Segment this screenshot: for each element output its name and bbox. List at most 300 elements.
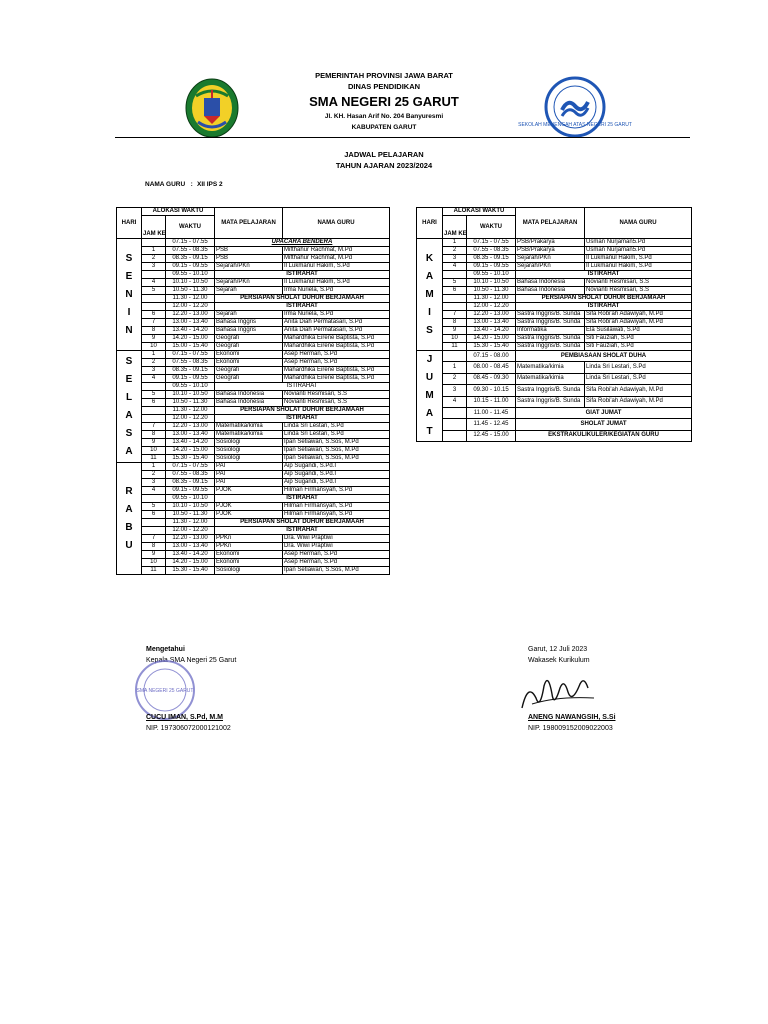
teacher-cell: Il Lukmanul Hakim, S.Pd xyxy=(585,263,692,271)
teacher-cell: Novianti Resmisari, S.S xyxy=(585,287,692,295)
jam-ke-cell: 9 xyxy=(443,327,467,335)
col-waktu: WAKTU xyxy=(166,216,215,239)
jam-ke-cell: 9 xyxy=(142,551,166,559)
table-row xyxy=(417,247,692,255)
waktu-cell: 15.30 - 15.40 xyxy=(166,567,215,575)
waktu-cell: 10.50 - 11.30 xyxy=(166,287,215,295)
table-row xyxy=(117,295,390,303)
table-row xyxy=(117,279,390,287)
table-row xyxy=(417,385,692,396)
teacher-cell: Ela Susilawati, S.Pd xyxy=(585,327,692,335)
subject-cell: Sosiologi xyxy=(215,447,283,455)
table-row xyxy=(417,263,692,271)
teacher-cell: Asep Herman, S.Pd xyxy=(283,559,390,567)
table-row xyxy=(117,471,390,479)
activity-cell: ISTIRAHAT xyxy=(215,271,390,279)
waktu-cell: 14.20 - 15.00 xyxy=(166,335,215,343)
table-row xyxy=(417,430,692,441)
teacher-cell: Irma Nuriela, S.Pd xyxy=(283,287,390,295)
teacher-cell: Ipan Setiawan, S.Sos, M.Pd xyxy=(283,567,390,575)
day-letter: J xyxy=(426,354,433,365)
table-row xyxy=(417,327,692,335)
table-row xyxy=(117,407,390,415)
subject-cell: Bahasa Indonesia xyxy=(516,279,585,287)
subject-cell: Ekonomi xyxy=(215,351,283,359)
waktu-cell: 08.35 - 09.15 xyxy=(166,367,215,375)
activity-cell: UPACARA BENDERA xyxy=(215,239,390,247)
jam-ke-cell: 8 xyxy=(443,319,467,327)
jam-ke-cell: 2 xyxy=(142,255,166,263)
table-row xyxy=(417,295,692,303)
subject-cell: PAI xyxy=(215,479,283,487)
sig-right-title: Wakasek Kurikulum xyxy=(528,657,590,664)
teacher-cell: Mahardhika Eirene Baptista, S.Pd xyxy=(283,343,390,351)
school-stamp xyxy=(133,658,197,722)
subject-cell: Bahasa Indonesia xyxy=(215,399,283,407)
jam-ke-cell xyxy=(142,519,166,527)
jam-ke-cell: 5 xyxy=(142,503,166,511)
teacher-cell: Hilman Firmansyah, S.Pd xyxy=(283,503,390,511)
jam-ke-cell: 5 xyxy=(443,279,467,287)
table-row xyxy=(117,375,390,383)
col-guru: NAMA GURU xyxy=(585,208,692,239)
table-row xyxy=(417,239,692,247)
activity-cell: ISTIRAHAT xyxy=(215,415,390,423)
table-row xyxy=(117,559,390,567)
teacher-cell: Linda Sri Lestari, S.Pd xyxy=(585,373,692,384)
table-row xyxy=(117,303,390,311)
table-row xyxy=(117,431,390,439)
sig-left-title: Kepala SMA Negeri 25 Garut xyxy=(146,657,237,664)
teacher-cell: Asep Herman, S.Pd xyxy=(283,551,390,559)
waktu-cell: 11.30 - 12.00 xyxy=(166,519,215,527)
table-row xyxy=(117,415,390,423)
waktu-cell: 12.00 - 12.20 xyxy=(166,415,215,423)
waktu-cell: 14.20 - 15.00 xyxy=(166,559,215,567)
col-waktu: WAKTU xyxy=(467,216,516,239)
waktu-cell: 07.55 - 08.35 xyxy=(467,247,516,255)
waktu-cell: 10.10 - 10.50 xyxy=(166,391,215,399)
waktu-cell: 07.55 - 08.35 xyxy=(166,471,215,479)
day-letter: A xyxy=(425,408,434,419)
waktu-cell: 07.55 - 08.35 xyxy=(166,359,215,367)
waktu-cell: 09.55 - 10.10 xyxy=(166,383,215,391)
waktu-cell: 09.15 - 09.55 xyxy=(166,263,215,271)
waktu-cell: 13.00 - 13.40 xyxy=(467,319,516,327)
waktu-cell: 09.55 - 10.10 xyxy=(166,495,215,503)
table-row xyxy=(117,455,390,463)
teacher-cell: Ipan Setiawan, S.Sos, M.Pd xyxy=(283,447,390,455)
jam-ke-cell xyxy=(142,495,166,503)
teacher-cell: Il Lukmanul Hakim, S.Pd xyxy=(585,255,692,263)
waktu-cell: 12.20 - 13.00 xyxy=(166,423,215,431)
table-row xyxy=(417,279,692,287)
jam-ke-cell: 7 xyxy=(142,535,166,543)
jam-ke-cell: 4 xyxy=(142,487,166,495)
jam-ke-cell: 6 xyxy=(142,511,166,519)
nama-guru-label: NAMA GURU : xyxy=(145,181,193,188)
waktu-cell: 10.10 - 10.50 xyxy=(467,279,516,287)
sig-left-mengetahui: Mengetahui xyxy=(146,646,185,653)
col-hari: HARI xyxy=(417,208,443,239)
teacher-cell: Aip Sugandi, S.Pd.I xyxy=(283,479,390,487)
jam-ke-cell: 11 xyxy=(142,567,166,575)
jam-ke-cell xyxy=(443,351,467,362)
waktu-cell: 08.45 - 09.30 xyxy=(467,373,516,384)
activity-cell: GIAT JUMAT xyxy=(516,407,692,418)
jam-ke-cell: 2 xyxy=(443,373,467,384)
day-letter: R xyxy=(125,485,133,497)
teacher-cell: Usman Nurjaman5.Pd xyxy=(585,239,692,247)
table-row xyxy=(117,287,390,295)
subject-cell: Ekonomi xyxy=(215,551,283,559)
day-letter: L xyxy=(125,391,133,403)
subject-cell: PAI xyxy=(215,463,283,471)
day-letter: A xyxy=(125,409,133,421)
sig-left-name: CUCU IMAN, S.Pd, M.M xyxy=(146,714,223,721)
table-row xyxy=(117,439,390,447)
doc-title: JADWAL PELAJARAN xyxy=(344,150,424,159)
school-address: Jl. KH. Hasan Arif No. 204 Banyuresmi xyxy=(324,113,444,120)
subject-cell: Sosiologi xyxy=(215,455,283,463)
sig-left-nip: NIP. 197306072000121002 xyxy=(146,725,231,732)
school-district: KABUPATEN GARUT xyxy=(351,124,417,131)
table-row xyxy=(117,567,390,575)
table-row xyxy=(417,255,692,263)
jam-ke-cell xyxy=(142,303,166,311)
table-row xyxy=(117,479,390,487)
jam-ke-cell: 1 xyxy=(443,362,467,373)
handwritten-signature xyxy=(518,668,598,716)
col-mapel: MATA PELAJARAN xyxy=(215,208,283,239)
table-row xyxy=(117,359,390,367)
col-hari: HARI xyxy=(117,208,142,239)
day-cell xyxy=(417,351,443,442)
table-row xyxy=(417,362,692,373)
waktu-cell: 13.00 - 13.40 xyxy=(166,319,215,327)
header-rule xyxy=(115,137,690,138)
sig-right-name: ANENG NAWANGSIH, S.Si xyxy=(528,714,616,721)
waktu-cell: 10.50 - 11.30 xyxy=(166,399,215,407)
jam-ke-cell: 3 xyxy=(142,479,166,487)
jam-ke-cell: 6 xyxy=(142,399,166,407)
table-row xyxy=(117,271,390,279)
table-row xyxy=(417,319,692,327)
subject-cell: Sastra Inggris/B. Sunda xyxy=(516,343,585,351)
day-letter: I xyxy=(428,306,431,318)
subject-cell: Bahasa Indonesia xyxy=(215,391,283,399)
waktu-cell: 09.15 - 09.55 xyxy=(166,487,215,495)
jam-ke-cell: 3 xyxy=(443,255,467,263)
waktu-cell: 15.00 - 15.40 xyxy=(166,343,215,351)
jam-ke-cell: 8 xyxy=(142,431,166,439)
day-letter: N xyxy=(125,324,133,336)
day-letter: A xyxy=(425,270,434,282)
subject-cell: Sejarah xyxy=(215,311,283,319)
table-row xyxy=(117,487,390,495)
jam-ke-cell: 10 xyxy=(142,343,166,351)
table-row xyxy=(117,319,390,327)
header-line2: DINAS PENDIDIKAN xyxy=(347,82,421,91)
table-row xyxy=(417,343,692,351)
jam-ke-cell: 8 xyxy=(142,327,166,335)
teacher-cell: Ipan Setiawan, S.Sos, M.Pd xyxy=(283,455,390,463)
activity-cell: ISTIRAHAT xyxy=(215,495,390,503)
table-row xyxy=(117,447,390,455)
col-guru: NAMA GURU xyxy=(283,208,390,239)
subject-cell: Geografi xyxy=(215,335,283,343)
table-row xyxy=(417,335,692,343)
table-row xyxy=(117,335,390,343)
activity-cell: ISTIRAHAT xyxy=(215,383,390,391)
waktu-cell: 11.00 - 11.45 xyxy=(467,407,516,418)
day-letter: E xyxy=(125,270,133,282)
doc-subtitle: TAHUN AJARAN 2023/2024 xyxy=(335,161,433,170)
subject-cell: Geografi xyxy=(215,367,283,375)
jam-ke-cell xyxy=(142,415,166,423)
subject-cell: Informatika xyxy=(516,327,585,335)
jam-ke-cell xyxy=(142,271,166,279)
teacher-cell: Siti Fauziah, S.Pd xyxy=(585,343,692,351)
day-letter: S xyxy=(426,324,433,336)
subject-cell: PJOK xyxy=(215,511,283,519)
subject-cell: Sastra Inggris/B. Sunda xyxy=(516,385,585,396)
waktu-cell: 07.15 - 08.00 xyxy=(467,351,516,362)
subject-cell: PJOK xyxy=(215,503,283,511)
jam-ke-cell: 7 xyxy=(443,311,467,319)
day-letter: S xyxy=(125,252,133,264)
waktu-cell: 09.55 - 10.10 xyxy=(166,271,215,279)
activity-cell: PERSIAPAN SHOLAT DUHUR BERJAMAAH xyxy=(516,295,692,303)
subject-cell: PSB/Prakarya xyxy=(516,239,585,247)
teacher-cell: Siti Fauziah, S.Pd xyxy=(585,335,692,343)
waktu-cell: 14.20 - 15.00 xyxy=(166,447,215,455)
day-cell xyxy=(117,463,142,575)
subject-cell: PPKn xyxy=(215,543,283,551)
teacher-cell: Sifa Robi'ah Adawiyah, M.Pd xyxy=(585,385,692,396)
day-letter: E xyxy=(125,373,133,385)
day-letter: S xyxy=(125,427,133,439)
table-row xyxy=(417,287,692,295)
subject-cell: PAI xyxy=(215,471,283,479)
table-row xyxy=(117,463,390,471)
jam-ke-cell xyxy=(142,527,166,535)
table-row xyxy=(417,351,692,362)
header-line1: PEMERINTAH PROVINSI JAWA BARAT xyxy=(315,71,453,80)
teacher-cell: Asep Herman, S.Pd xyxy=(283,351,390,359)
table-row xyxy=(117,327,390,335)
jam-ke-cell: 3 xyxy=(142,367,166,375)
jam-ke-cell: 9 xyxy=(142,439,166,447)
jam-ke-cell xyxy=(142,295,166,303)
schedule-table-left xyxy=(116,207,390,575)
day-letter: S xyxy=(125,355,133,367)
schedule-table-right xyxy=(416,207,692,442)
day-letter: T xyxy=(426,426,433,437)
waktu-cell: 12.20 - 13.00 xyxy=(467,311,516,319)
day-letter: K xyxy=(425,252,434,264)
subject-cell: PSB xyxy=(215,255,283,263)
teacher-cell: Mifthahur Rachmat, M.Pd xyxy=(283,247,390,255)
subject-cell: Bahasa Inggris xyxy=(215,327,283,335)
waktu-cell: 07.15 - 07.55 xyxy=(467,239,516,247)
waktu-cell: 13.40 - 14.20 xyxy=(467,327,516,335)
jam-ke-cell: 4 xyxy=(142,375,166,383)
jam-ke-cell: 10 xyxy=(142,559,166,567)
teacher-cell: Aip Sugandi, S.Pd.I xyxy=(283,463,390,471)
jam-ke-cell xyxy=(142,407,166,415)
waktu-cell: 07.15 - 07.55 xyxy=(166,239,215,247)
subject-cell: PPKn xyxy=(215,535,283,543)
jam-ke-cell: 9 xyxy=(142,335,166,343)
waktu-cell: 09.30 - 10.15 xyxy=(467,385,516,396)
teacher-cell: Novianti Resmisari, S.S xyxy=(283,391,390,399)
table-row xyxy=(117,511,390,519)
jam-ke-cell: 11 xyxy=(443,343,467,351)
waktu-cell: 09.15 - 09.55 xyxy=(467,263,516,271)
table-row xyxy=(117,543,390,551)
teacher-cell: Hilman Firmansyah, S.Pd xyxy=(283,511,390,519)
table-row xyxy=(417,419,692,430)
table-row xyxy=(417,271,692,279)
jam-ke-cell xyxy=(443,271,467,279)
subject-cell: PSB/Prakarya xyxy=(516,247,585,255)
table-row xyxy=(117,519,390,527)
jam-ke-cell: 7 xyxy=(142,423,166,431)
waktu-cell: 13.40 - 14.20 xyxy=(166,439,215,447)
waktu-cell: 11.30 - 12.00 xyxy=(467,295,516,303)
jam-ke-cell xyxy=(443,419,467,430)
table-row xyxy=(117,535,390,543)
col-jam-ke: JAM KE xyxy=(443,216,467,239)
subject-cell: Sejarah/PKn xyxy=(516,263,585,271)
teacher-cell: Dra. Wiwi Praptiwi xyxy=(283,543,390,551)
activity-cell: PEMBIASAAN SHOLAT DUHA xyxy=(516,351,692,362)
jam-ke-cell: 3 xyxy=(142,263,166,271)
day-cell xyxy=(117,239,142,351)
waktu-cell: 08.00 - 08.45 xyxy=(467,362,516,373)
teacher-cell: Anita Diah Permatasari, S.Pd xyxy=(283,327,390,335)
col-alokasi: ALOKASI WAKTU xyxy=(443,208,516,216)
waktu-cell: 12.00 - 12.20 xyxy=(166,527,215,535)
waktu-cell: 09.15 - 09.55 xyxy=(166,375,215,383)
waktu-cell: 07.55 - 08.35 xyxy=(166,247,215,255)
waktu-cell: 11.30 - 12.00 xyxy=(166,295,215,303)
teacher-cell: Novianti Resmisari, S.S xyxy=(585,279,692,287)
col-mapel: MATA PELAJARAN xyxy=(516,208,585,239)
col-alokasi: ALOKASI WAKTU xyxy=(142,208,215,216)
waktu-cell: 07.15 - 07.55 xyxy=(166,351,215,359)
jam-ke-cell: 6 xyxy=(443,287,467,295)
subject-cell: Sejarah/PKn xyxy=(215,279,283,287)
teacher-cell: Linda Sri Lestari, S.Pd xyxy=(283,423,390,431)
activity-cell: ISTIRAHAT xyxy=(215,303,390,311)
subject-cell: Matematika/kimia xyxy=(215,431,283,439)
waktu-cell: 12.20 - 13.00 xyxy=(166,311,215,319)
jam-ke-cell: 3 xyxy=(443,385,467,396)
jam-ke-cell: 1 xyxy=(142,351,166,359)
subject-cell: Sastra Inggris/B. Sunda xyxy=(516,396,585,407)
logo-caption: SEKOLAH MENENGAH ATAS NEGERI 25 GARUT xyxy=(518,122,632,128)
table-row xyxy=(417,373,692,384)
table-row xyxy=(117,247,390,255)
teacher-cell: Ipan Setiawan, S.Sos, M.Pd xyxy=(283,439,390,447)
waktu-cell: 08.35 - 09.15 xyxy=(166,255,215,263)
jam-ke-cell xyxy=(443,430,467,441)
sig-right-nip: NIP. 198009152009022003 xyxy=(528,725,613,732)
waktu-cell: 10.10 - 10.50 xyxy=(166,279,215,287)
day-letter: B xyxy=(125,521,133,533)
table-row xyxy=(117,343,390,351)
table-row xyxy=(117,263,390,271)
waktu-cell: 08.35 - 09.15 xyxy=(166,479,215,487)
subject-cell: Bahasa Inggris xyxy=(215,319,283,327)
jam-ke-cell xyxy=(443,295,467,303)
day-letter: U xyxy=(125,539,133,551)
table-row xyxy=(117,399,390,407)
activity-cell: SHOLAT JUMAT xyxy=(516,419,692,430)
jam-ke-cell: 10 xyxy=(443,335,467,343)
day-letter: U xyxy=(425,372,434,383)
teacher-cell: Hilman Firmansyah, S.Pd xyxy=(283,487,390,495)
jam-ke-cell xyxy=(443,303,467,311)
teacher-cell: Linda Sri Lestari, S.Pd xyxy=(585,362,692,373)
jam-ke-cell: 4 xyxy=(443,396,467,407)
table-row xyxy=(117,503,390,511)
subject-cell: Bahasa Indonesia xyxy=(516,287,585,295)
sig-right-date: Garut, 12 Juli 2023 xyxy=(528,646,588,653)
subject-cell: Ekonomi xyxy=(215,559,283,567)
activity-cell: PERSIAPAN SHOLAT DUHUR BERJAMAAH xyxy=(215,519,390,527)
subject-cell: PJOK xyxy=(215,487,283,495)
table-row xyxy=(417,303,692,311)
teacher-cell: Il Lukmanul Hakim, S.Pd xyxy=(283,263,390,271)
jam-ke-cell: 7 xyxy=(142,319,166,327)
waktu-cell: 13.00 - 13.40 xyxy=(166,431,215,439)
teacher-cell: Dra. Wiwi Praptiwi xyxy=(283,535,390,543)
waktu-cell: 09.55 - 10.10 xyxy=(467,271,516,279)
waktu-cell: 13.40 - 14.20 xyxy=(166,551,215,559)
waktu-cell: 10.50 - 11.30 xyxy=(467,287,516,295)
subject-cell: Sastra Inggris/B. Sunda xyxy=(516,319,585,327)
table-row xyxy=(117,383,390,391)
table-row xyxy=(117,351,390,359)
jam-ke-cell xyxy=(142,239,166,247)
jam-ke-cell: 1 xyxy=(142,463,166,471)
waktu-cell: 08.35 - 09.15 xyxy=(467,255,516,263)
jam-ke-cell: 6 xyxy=(142,311,166,319)
subject-cell: Matematika/kimia xyxy=(516,373,585,384)
teacher-cell: Asep Herman, S.Pd xyxy=(283,359,390,367)
subject-cell: Ekonomi xyxy=(215,359,283,367)
table-row xyxy=(117,311,390,319)
waktu-cell: 12.00 - 12.20 xyxy=(166,303,215,311)
teacher-cell: Mahardhika Eirene Baptista, S.Pd xyxy=(283,367,390,375)
activity-cell: ISTIRAHAT xyxy=(215,527,390,535)
table-row xyxy=(117,527,390,535)
teacher-cell: Sifa Robi'ah Adawiyah, M.Pd xyxy=(585,396,692,407)
col-jam-ke: JAM KE xyxy=(142,216,166,239)
teacher-cell: Irma Nuriela, S.Pd xyxy=(283,311,390,319)
jam-ke-cell: 11 xyxy=(142,455,166,463)
subject-cell: Sejarah xyxy=(215,287,283,295)
jam-ke-cell: 10 xyxy=(142,447,166,455)
teacher-cell: Novianti Resmisari, S.S xyxy=(283,399,390,407)
teacher-cell: Mahardhika Eirene Baptista, S.Pd xyxy=(283,375,390,383)
stamp-text: SMA NEGERI 25 GARUT xyxy=(136,688,194,694)
teacher-cell: Sifa Robi'ah Adawiyah, M.Pd xyxy=(585,311,692,319)
teacher-cell: Usman Nurjaman5.Pd xyxy=(585,247,692,255)
